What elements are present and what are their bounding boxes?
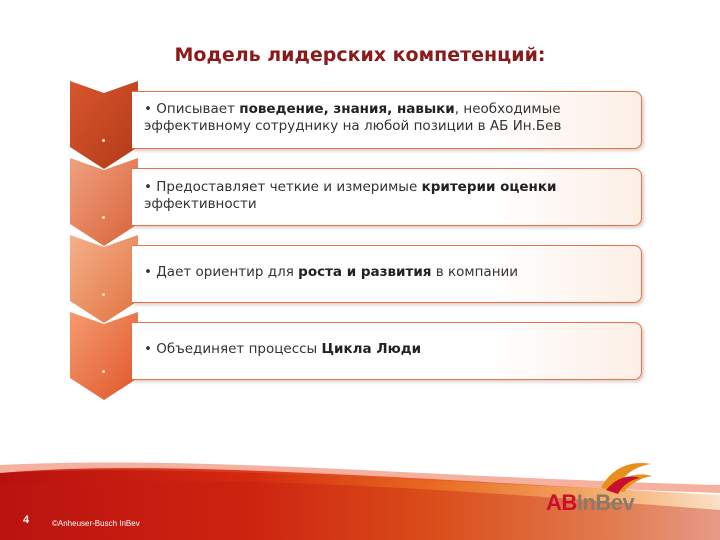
- chevron-3: [70, 235, 138, 323]
- chevron-4: [70, 312, 138, 400]
- bullet-dot: [102, 139, 105, 142]
- competency-text-4: • Объединяет процессы Цикла Люди: [144, 341, 422, 357]
- bullet-dot: [102, 216, 105, 219]
- competency-row-1: [70, 91, 643, 151]
- chevron-1: [70, 81, 138, 169]
- competency-row-2: [70, 168, 643, 228]
- competency-text-2: • Предоставляет четкие и измеримые критерии оценки эффективности: [144, 179, 557, 212]
- page-number: 4: [23, 514, 30, 526]
- bullet-dot: [102, 370, 105, 373]
- chevron-2: [70, 158, 138, 246]
- competency-text-3: • Дает ориентир для роста и развития в компании: [144, 264, 519, 280]
- abinbev-logo: ABInBev: [546, 490, 635, 515]
- competency-row-3: [70, 245, 643, 305]
- competency-row-4: [70, 322, 643, 382]
- slide-title: Модель лидерских компетенций:: [174, 44, 546, 66]
- bullet-dot: [102, 293, 105, 296]
- competency-text-1: • Описывает поведение, знания, навыки, необходимые эффективному сотруднику на любой позиции в АБ Ин.Бев: [144, 101, 562, 134]
- copyright-text: ©Anheuser-Busch InBev: [52, 519, 140, 528]
